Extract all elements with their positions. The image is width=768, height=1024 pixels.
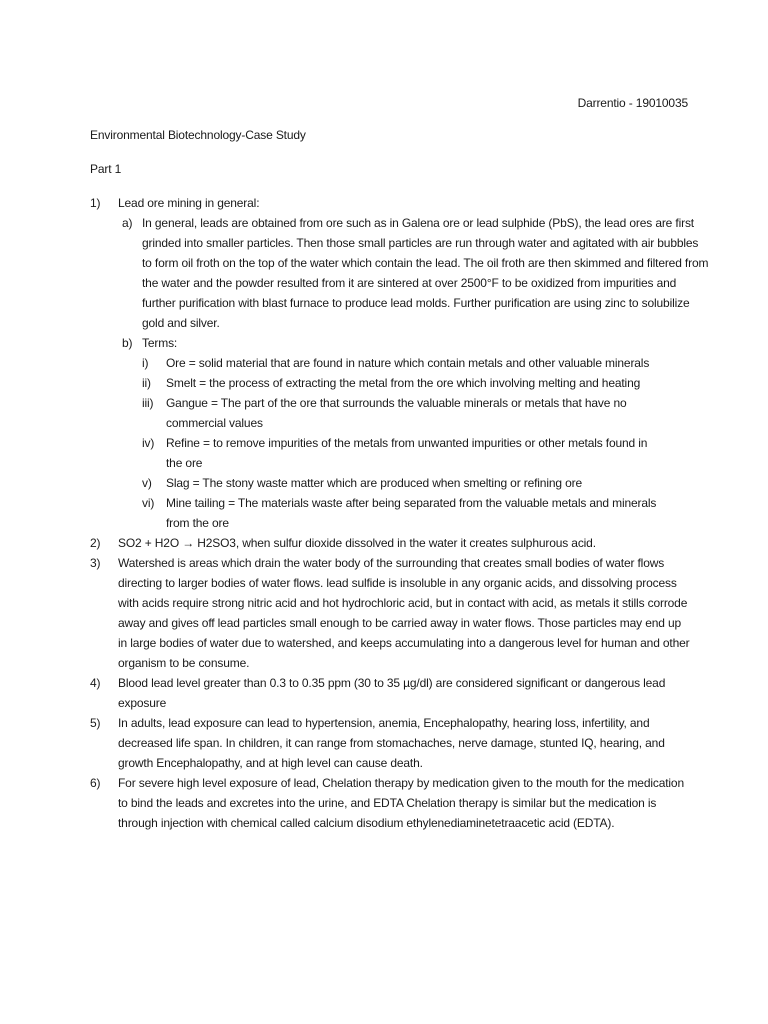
document-title: Environmental Biotechnology-Case Study [90, 128, 306, 142]
item-text: SO2 + H2O → H2SO3, when sulfur dioxide dissolved in the water it creates sulphurous acid. [118, 536, 596, 550]
item-number: 3) [90, 556, 101, 570]
term-item [142, 473, 690, 493]
sub-list-item [122, 213, 709, 333]
list-item [90, 713, 690, 773]
list-item [90, 533, 690, 553]
term-numeral: ii) [142, 376, 151, 390]
author-line: Darrentio - 19010035 [577, 96, 688, 110]
item-number: 1) [90, 196, 101, 210]
term-text: Ore = solid material that are found in nature which contain metals and other valuable minerals [166, 356, 650, 370]
item-text: Watershed is areas which drain the water body of the surrounding that creates small bodies of water flows directing to larger bodies of water flows. lead sulfide is insoluble in any organic acids, and dissolving process with acids require strong nitric acid and hot hydrochloric acid, but in contact with acid, as metals it stills corrode away and gives off lead particles small enough to be carried away in water flows. Those particles may end up in large bodies of water due to watershed, and keeps accumulating into a dangerous level for human and other organism to be consume. [118, 556, 690, 670]
item-text: Blood lead level greater than 0.3 to 0.35 ppm (30 to 35 µg/dl) are considered significant or dangerous lead exposure [118, 676, 666, 710]
sub-item-letter: b) [122, 336, 133, 350]
term-text: Gangue = The part of the ore that surrounds the valuable minerals or metals that have no commercial values [166, 396, 627, 430]
term-item [142, 493, 690, 533]
term-numeral: iv) [142, 436, 155, 450]
sub-item-letter: a) [122, 216, 133, 230]
item-number: 2) [90, 536, 101, 550]
term-item [142, 353, 690, 373]
term-text: Smelt = the process of extracting the metal from the ore which involving melting and heating [166, 376, 641, 390]
item-number: 4) [90, 676, 101, 690]
numbered-list [90, 193, 709, 833]
list-item [90, 773, 690, 833]
item-text: In adults, lead exposure can lead to hypertension, anemia, Encephalopathy, hearing loss, infertility, and decreased life span. In children, it can range from stomachaches, nerve damage, stunted IQ, hearing, and growth Encephalopathy, and at high level can cause death. [118, 716, 665, 770]
item-number: 6) [90, 776, 101, 790]
term-text: Slag = The stony waste matter which are produced when smelting or refining ore [166, 476, 582, 490]
list-item [90, 553, 690, 673]
term-numeral: vi) [142, 496, 155, 510]
term-numeral: v) [142, 476, 152, 490]
part-heading: Part 1 [90, 162, 122, 176]
list-item [90, 673, 690, 713]
term-numeral: i) [142, 356, 149, 370]
item-text: For severe high level exposure of lead, Chelation therapy by medication given to the mouth for the medication to bind the leads and excretes into the urine, and EDTA Chelation therapy is similar but the medication is through injection with chemical called calcium disodium ethylenediaminetetraacetic acid (EDTA). [118, 776, 684, 830]
sub-item-text: Terms: [142, 336, 178, 350]
term-item [142, 433, 690, 473]
sub-list-item [122, 333, 690, 533]
sub-item-text: In general, leads are obtained from ore such as in Galena ore or lead sulphide (PbS), the lead ores are first grinded into smaller particles. Then those small particles are run through water and agitated with air bubbles to form oil froth on the top of the water which contain the lead. The oil froth are then skimmed and filtered from the water and the powder resulted from it are sintered at over 2500°F to be oxidized from impurities and further purification with blast furnace to produce lead molds. Further purification are using zinc to solubilize gold and silver. [142, 216, 709, 330]
term-numeral: iii) [142, 396, 154, 410]
list-item [90, 193, 709, 533]
term-item [142, 393, 690, 433]
term-item [142, 373, 690, 393]
term-text: Refine = to remove impurities of the metals from unwanted impurities or other metals found in the ore [166, 436, 648, 470]
term-text: Mine tailing = The materials waste after being separated from the valuable metals and minerals from the ore [166, 496, 657, 530]
item-number: 5) [90, 716, 101, 730]
item-heading: Lead ore mining in general: [118, 196, 260, 210]
